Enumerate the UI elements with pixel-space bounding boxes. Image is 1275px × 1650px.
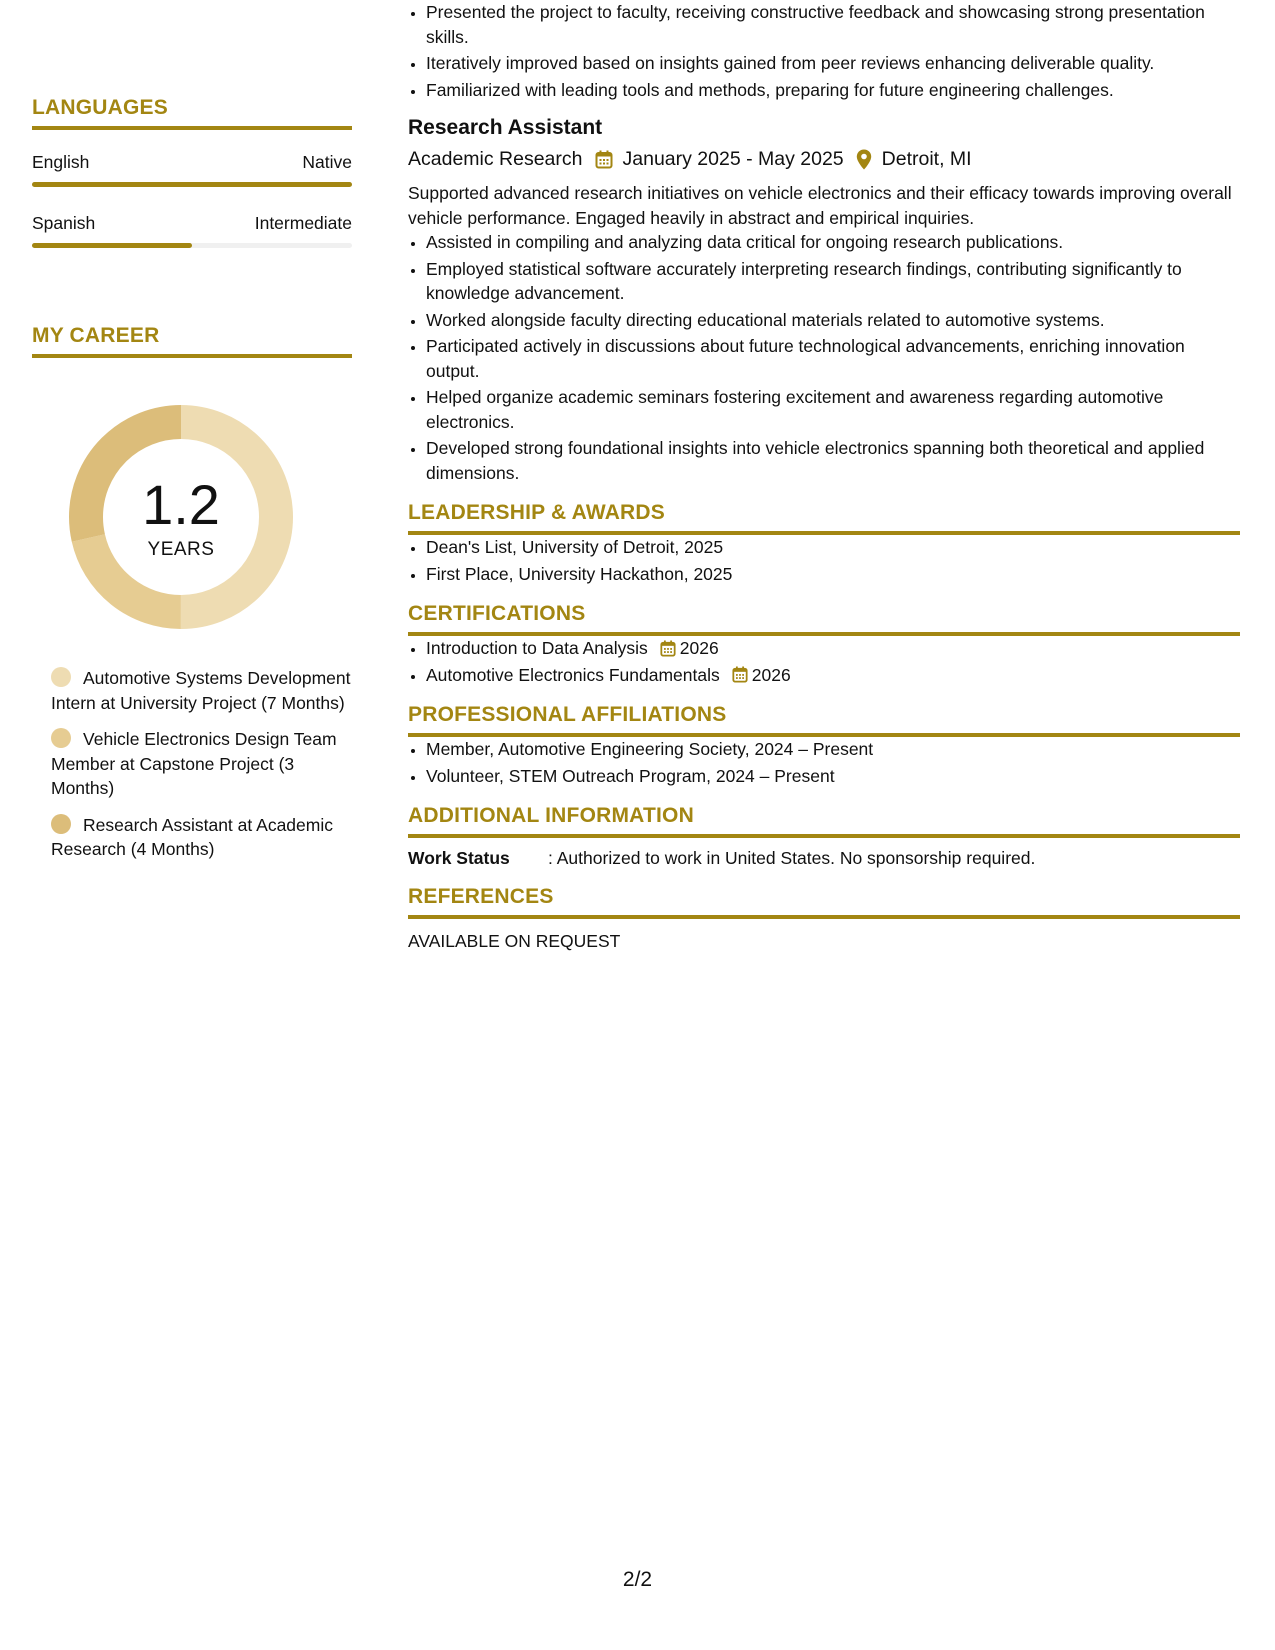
legend-dot xyxy=(51,728,71,748)
career-legend-item xyxy=(51,727,351,801)
language-bar-english xyxy=(32,182,352,187)
language-row-spanish xyxy=(32,213,352,234)
legend-dot xyxy=(51,667,71,687)
calendar-icon xyxy=(732,666,748,683)
list-item: • Volunteer, STEM Outreach Program, 2024 – Present xyxy=(426,764,1240,789)
list-item: • Worked alongside faculty directing educational materials related to automotive systems. xyxy=(426,308,1240,333)
affiliations-heading: PROFESSIONAL AFFILIATIONS xyxy=(408,703,1240,737)
list-item: • Developed strong foundational insights into vehicle electronics spanning both theoretical and applied dimensions. xyxy=(426,436,1240,485)
language-bar-spanish xyxy=(32,243,352,248)
work-status-label: Work Status xyxy=(408,848,510,868)
certification-year: 2026 xyxy=(679,638,719,658)
legend-label: Automotive Systems Development Intern at University Project (7 Months) xyxy=(51,668,351,713)
certification-name: • Automotive Electronics Fundamentals xyxy=(426,664,720,685)
references-text: AVAILABLE ON REQUEST xyxy=(408,931,621,951)
list-item: • Presented the project to faculty, receiving constructive feedback and showcasing strong presentation skills. xyxy=(426,0,1240,49)
list-item: • Helped organize academic seminars fostering excitement and awareness regarding automotive electronics. xyxy=(426,385,1240,434)
career-legend xyxy=(51,666,351,862)
previous-job-bullets xyxy=(408,0,1240,102)
page-number: 2/2 xyxy=(622,1568,653,1591)
career-legend-item xyxy=(51,813,351,862)
job-location: Detroit, MI xyxy=(881,148,972,170)
career-legend-item xyxy=(51,666,351,715)
list-item: • Assisted in compiling and analyzing data critical for ongoing research publications. xyxy=(426,230,1240,255)
certifications-heading: CERTIFICATIONS xyxy=(408,602,1240,636)
leadership-heading: LEADERSHIP & AWARDS xyxy=(408,501,1240,535)
calendar-icon xyxy=(595,150,613,169)
sidebar xyxy=(32,0,352,874)
work-status-row xyxy=(408,848,1240,869)
list-item: • Employed statistical software accurately interpreting research findings, contributing significantly to knowledge advancement. xyxy=(426,257,1240,306)
language-level: Intermediate xyxy=(254,213,352,233)
language-list xyxy=(32,152,352,248)
affiliations-list xyxy=(408,737,1240,788)
list-item: • Iteratively improved based on insights gained from peer reviews enhancing deliverable quality. xyxy=(426,51,1240,76)
certification-row xyxy=(426,663,791,688)
career-heading: MY CAREER xyxy=(32,324,352,358)
career-total-value: 1.2 xyxy=(142,473,220,536)
language-bar-fill xyxy=(32,182,352,187)
list-item: • Participated actively in discussions about future technological advancements, enriching innovation output. xyxy=(426,334,1240,383)
references-heading: REFERENCES xyxy=(408,885,1240,919)
certification-name: • Introduction to Data Analysis xyxy=(426,638,648,658)
list-item: • Member, Automotive Engineering Society, 2024 – Present xyxy=(426,737,1240,762)
list-item: • Familiarized with leading tools and methods, preparing for future engineering challenges. xyxy=(426,78,1240,103)
leadership-list xyxy=(408,535,1240,586)
certification-row xyxy=(426,636,719,661)
list-item xyxy=(426,636,1240,661)
language-row-english xyxy=(32,152,352,173)
list-item: • First Place, University Hackathon, 2025 xyxy=(426,562,1240,587)
job-company: Academic Research xyxy=(408,148,583,170)
job-description: Supported advanced research initiatives on vehicle electronics and their efficacy towards improving overall vehicle performance. Engaged heavily in abstract and empirical inquiries. xyxy=(408,183,1232,228)
career-total-unit: YEARS xyxy=(147,539,215,560)
work-status-value: : Authorized to work in United States. No sponsorship required. xyxy=(548,848,1036,868)
language-name: English xyxy=(32,152,90,172)
career-donut-chart xyxy=(66,402,296,632)
legend-label: Research Assistant at Academic Research (4 Months) xyxy=(51,814,333,859)
job-dates: January 2025 - May 2025 xyxy=(622,148,844,170)
calendar-icon xyxy=(660,640,676,657)
list-item: • Dean's List, University of Detroit, 2025 xyxy=(426,535,1240,560)
language-name: Spanish xyxy=(32,213,96,233)
certifications-list xyxy=(408,636,1240,687)
list-item xyxy=(426,663,1240,688)
job-meta xyxy=(408,148,1240,171)
language-level: Native xyxy=(302,152,352,172)
job-bullets xyxy=(408,230,1240,485)
main-content xyxy=(408,0,1240,952)
location-pin-icon xyxy=(856,149,872,170)
legend-dot xyxy=(51,814,71,834)
certification-year: 2026 xyxy=(751,664,791,685)
legend-label: Vehicle Electronics Design Team Member at Capstone Project (3 Months) xyxy=(51,729,337,798)
job-title: Research Assistant xyxy=(408,116,603,139)
donut-center xyxy=(66,402,296,632)
additional-info-heading: ADDITIONAL INFORMATION xyxy=(408,804,1240,838)
languages-heading: LANGUAGES xyxy=(32,96,352,130)
language-bar-fill xyxy=(32,243,192,248)
